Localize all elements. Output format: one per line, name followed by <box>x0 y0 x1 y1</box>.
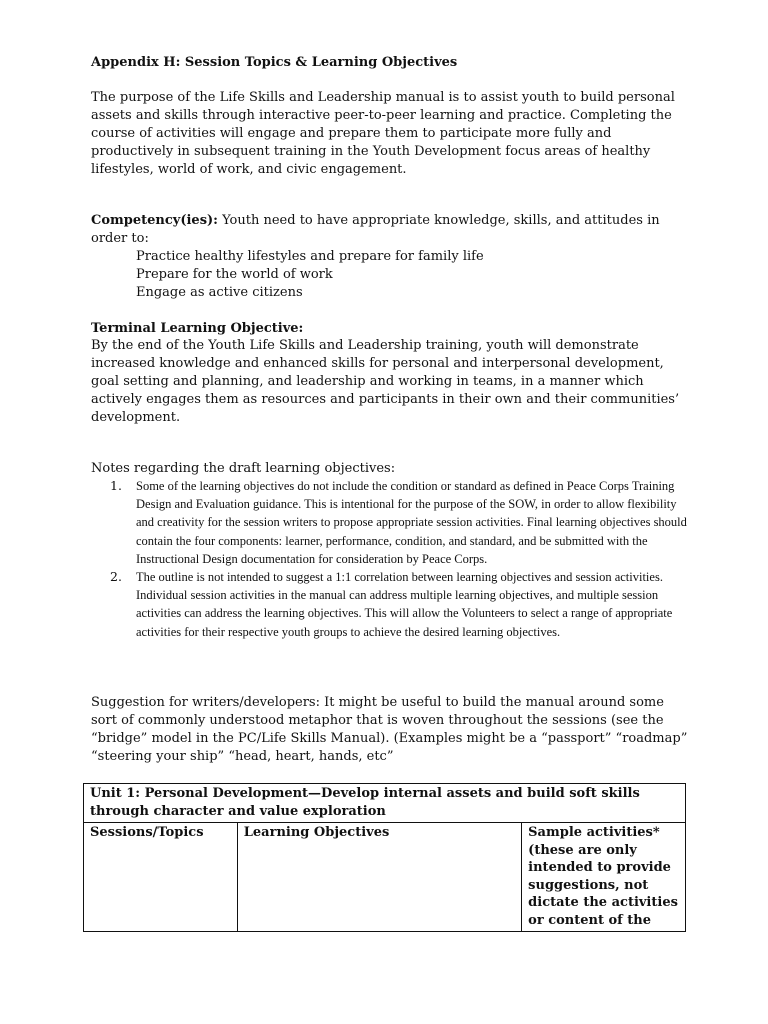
competency-list <box>136 248 636 302</box>
note-number: 1. <box>110 478 122 493</box>
table-header-row <box>84 823 686 932</box>
note-number: 2. <box>110 569 122 585</box>
note-item <box>110 568 690 641</box>
notes-list <box>110 477 690 641</box>
notes-heading: Notes regarding the draft learning objectives: <box>91 461 396 476</box>
competency-item: Engage as active citizens <box>136 285 303 300</box>
note-text: Some of the learning objectives do not include the condition or standard as defined in Peace Corps Training Design and Evaluation guidance. This is intentional for the purpose of the SOW, in order to allow flexibility and creativity for the session writers to propose appropriate session activities. Final learning objectives should contain the four components: learner, performance, condition, and standard, and be submitted with the Instructional Design documentation for consideration by Peace Corps. <box>136 479 687 566</box>
competency-text: Youth need to have appropriate knowledge, skills, and attitudes in order to: <box>91 213 660 246</box>
unit-heading-row <box>84 784 686 823</box>
header-learning-objectives: Learning Objectives <box>237 823 521 932</box>
page-title: Appendix H: Session Topics & Learning Objectives <box>91 55 458 70</box>
suggestion-paragraph: Suggestion for writers/developers: It might be useful to build the manual around some sort of commonly understood metaphor that is woven throughout the sessions (see the “bridge” model in the PC/Life Skills Manual). (Examples might be a “passport” “roadmap” “steering your ship” “head, heart, hands, etc” <box>91 695 688 764</box>
competency-paragraph <box>91 212 691 248</box>
note-text: The outline is not intended to suggest a 1:1 correlation between learning objectives and session activities. Individual session activities in the manual can address multiple learning objectives, and multiple session activities can address the learning objectives. This will allow the Volunteers to select a range of appropriate activities for their respective youth groups to achieve the desired learning objectives. <box>136 570 673 639</box>
competency-item: Prepare for the world of work <box>136 267 333 282</box>
unit-heading-cell: Unit 1: Personal Development—Develop internal assets and build soft skills through character and value exploration <box>84 784 686 823</box>
header-sample-activities: Sample activities* (these are only intended to provide suggestions, not dictate the activities or content of the <box>522 823 686 932</box>
purpose-paragraph: The purpose of the Life Skills and Leadership manual is to assist youth to build personal assets and skills through interactive peer-to-peer learning and practice. Completing the course of activities will engage and prepare them to participate more fully and productively in subsequent training in the Youth Development focus areas of healthy lifestyles, world of work, and civic engagement. <box>91 90 675 177</box>
unit-table <box>83 783 686 932</box>
header-sessions-topics: Sessions/Topics <box>84 823 238 932</box>
terminal-objective-text: By the end of the Youth Life Skills and Leadership training, youth will demonstrate increased knowledge and enhanced skills for personal and interpersonal development, goal setting and planning, and leadership and working in teams, in a manner which actively engages them as resources and participants in their own and their communities’ development. <box>91 338 680 425</box>
competency-item: Practice healthy lifestyles and prepare for family life <box>136 249 484 264</box>
competency-label: Competency(ies): <box>91 213 218 228</box>
terminal-objective-heading: Terminal Learning Objective: <box>91 321 304 336</box>
note-item <box>110 477 690 568</box>
